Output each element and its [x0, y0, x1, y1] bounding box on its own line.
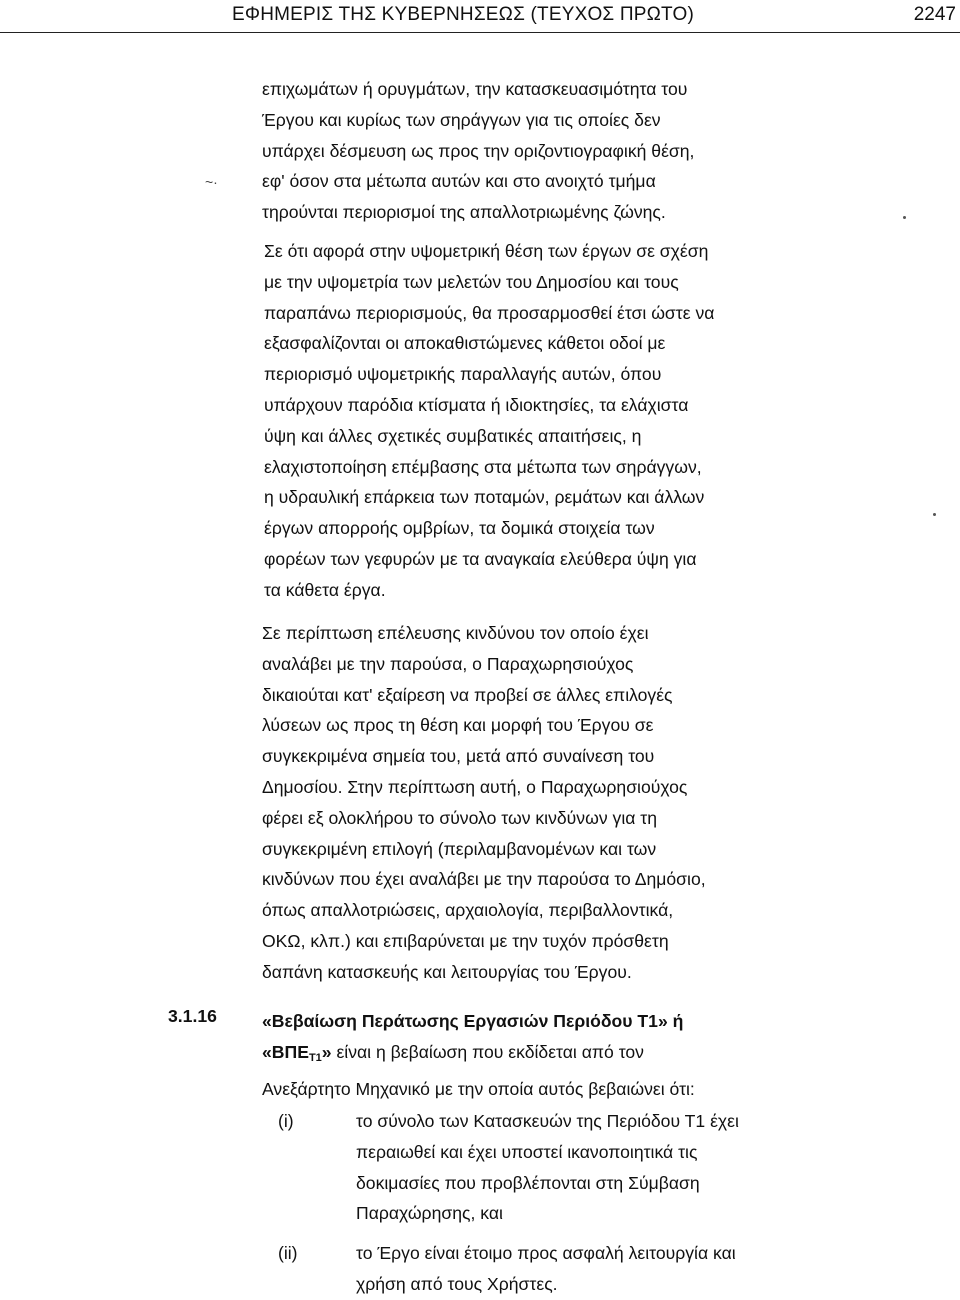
- text-line: η υδραυλική επάρκεια των ποταμών, ρεμάτων και άλλων: [264, 487, 705, 508]
- page-header: [0, 0, 960, 33]
- abbr-subscript: Τ1: [308, 1051, 322, 1064]
- page-number: 2247: [913, 4, 956, 25]
- text-line: Παραχώρησης, και: [356, 1203, 503, 1224]
- paragraph-1: [262, 74, 834, 228]
- section-title: «Βεβαίωση Περάτωσης Εργασιών Περιόδου Τ1» ή: [262, 1011, 684, 1031]
- text-line: χρήση από τους Χρήστες.: [356, 1273, 558, 1294]
- scan-speck: [903, 216, 906, 219]
- section-definition: [262, 1006, 834, 1104]
- scan-speck: [933, 513, 936, 516]
- abbr-end: »: [321, 1041, 332, 1062]
- text-line: εφ' όσον στα μέτωπα αυτών και στο ανοιχτό τμήμα: [262, 171, 656, 192]
- text-line: αναλάβει με την παρούσα, ο Παραχωρησιούχος: [262, 653, 634, 674]
- text-line: παραπάνω περιορισμούς, θα προσαρμοσθεί έτσι ώστε να: [264, 302, 715, 323]
- text-line: δικαιούται κατ' εξαίρεση να προβεί σε άλλες επιλογές: [262, 684, 673, 705]
- section-line-2: [262, 1037, 834, 1074]
- gazette-title: ΕΦΗΜΕΡΙΣ ΤΗΣ ΚΥΒΕΡΝΗΣΕΩΣ (ΤΕΥΧΟΣ ΠΡΩΤΟ): [232, 4, 695, 25]
- text-line: τα κάθετα έργα.: [264, 579, 386, 600]
- text-line: περιορισμό υψομετρικής παραλλαγής αυτών, όπου: [264, 364, 662, 385]
- text-line: εξασφαλίζονται οι αποκαθιστώμενες κάθετοι οδοί με: [264, 333, 666, 354]
- text-line: ΟΚΩ, κλπ.) και επιβαρύνεται με την τυχόν πρόσθετη: [262, 930, 669, 951]
- text-line: περαιωθεί και έχει υποστεί ικανοποιητικά τις: [356, 1141, 698, 1162]
- text-line: υπάρχει δέσμευση ως προς την οριζοντιογραφική θέση,: [262, 140, 695, 161]
- abbr-main: «ΒΠΕ: [262, 1041, 309, 1062]
- text-line: ελαχιστοποίηση επέμβασης στα μέτωπα των σηράγγων,: [264, 456, 702, 477]
- text-line: κινδύνων που έχει αναλάβει με την παρούσα το Δημόσιο,: [262, 869, 706, 890]
- text-line: το σύνολο των Κατασκευών της Περιόδου Τ1 έχει: [356, 1111, 739, 1131]
- section-number: 3.1.16: [168, 1006, 217, 1026]
- text-line: Έργου και κυρίως των σηράγγων για τις οποίες δεν: [262, 109, 661, 130]
- text-line: το Έργο είναι έτοιμο προς ασφαλή λειτουργία και: [356, 1243, 736, 1263]
- list-marker: (i): [278, 1111, 294, 1131]
- text-line: υπάρχουν παρόδια κτίσματα ή ιδιοκτησίες, τα ελάχιστα: [264, 394, 689, 415]
- text-line: έργων απορροής ομβρίων, τα δομικά στοιχεία των: [264, 518, 655, 539]
- paragraph-3: [262, 618, 834, 988]
- text-line: Σε ότι αφορά στην υψομετρική θέση των έργων σε σχέση: [264, 241, 709, 261]
- text-line: συγκεκριμένη επιλογή (περιλαμβανομένων και των: [262, 838, 657, 859]
- section-line-3: Ανεξάρτητο Μηχανικό με την οποία αυτός βεβαιώνει ότι:: [262, 1078, 695, 1099]
- text-line: ύψη και άλλες σχετικές συμβατικές απαιτήσεις, η: [264, 425, 642, 446]
- list-item-text: [356, 1238, 840, 1300]
- margin-mark: ~·: [205, 174, 218, 190]
- text-line: Δημοσίου. Στην περίπτωση αυτή, ο Παραχωρησιούχος: [262, 776, 688, 797]
- text-line: δοκιμασίες που προβλέπονται στη Σύμβαση: [356, 1172, 700, 1193]
- text-line: λύσεων ως προς τη θέση και μορφή του Έργου σε: [262, 715, 654, 736]
- text-line: Σε περίπτωση επέλευσης κινδύνου τον οποίο έχει: [262, 623, 649, 643]
- text-line: φέρει εξ ολοκλήρου το σύνολο των κινδύνων για τη: [262, 807, 658, 828]
- text-line: επιχωμάτων ή ορυγμάτων, την κατασκευασιμότητα του: [262, 79, 688, 99]
- text-line: όπως απαλλοτριώσεις, αρχαιολογία, περιβαλλοντικά,: [262, 900, 674, 921]
- list-item-text: [356, 1106, 840, 1229]
- text-line: τηρούνται περιορισμοί της απαλλοτριωμένης ζώνης.: [262, 202, 666, 223]
- section-line-2-text: είναι η βεβαίωση που εκδίδεται από τον: [331, 1041, 644, 1062]
- text-line: με την υψομετρία των μελετών του Δημοσίου και τους: [264, 271, 679, 292]
- text-line: συγκεκριμένα σημεία του, μετά από συναίνεση του: [262, 746, 655, 767]
- text-line: φορέων των γεφυρών με τα αναγκαία ελεύθερα ύψη για: [264, 548, 697, 569]
- text-line: δαπάνη κατασκευής και λειτουργίας του Έργου.: [262, 961, 632, 982]
- paragraph-2: [262, 236, 834, 606]
- list-marker: (ii): [278, 1243, 298, 1263]
